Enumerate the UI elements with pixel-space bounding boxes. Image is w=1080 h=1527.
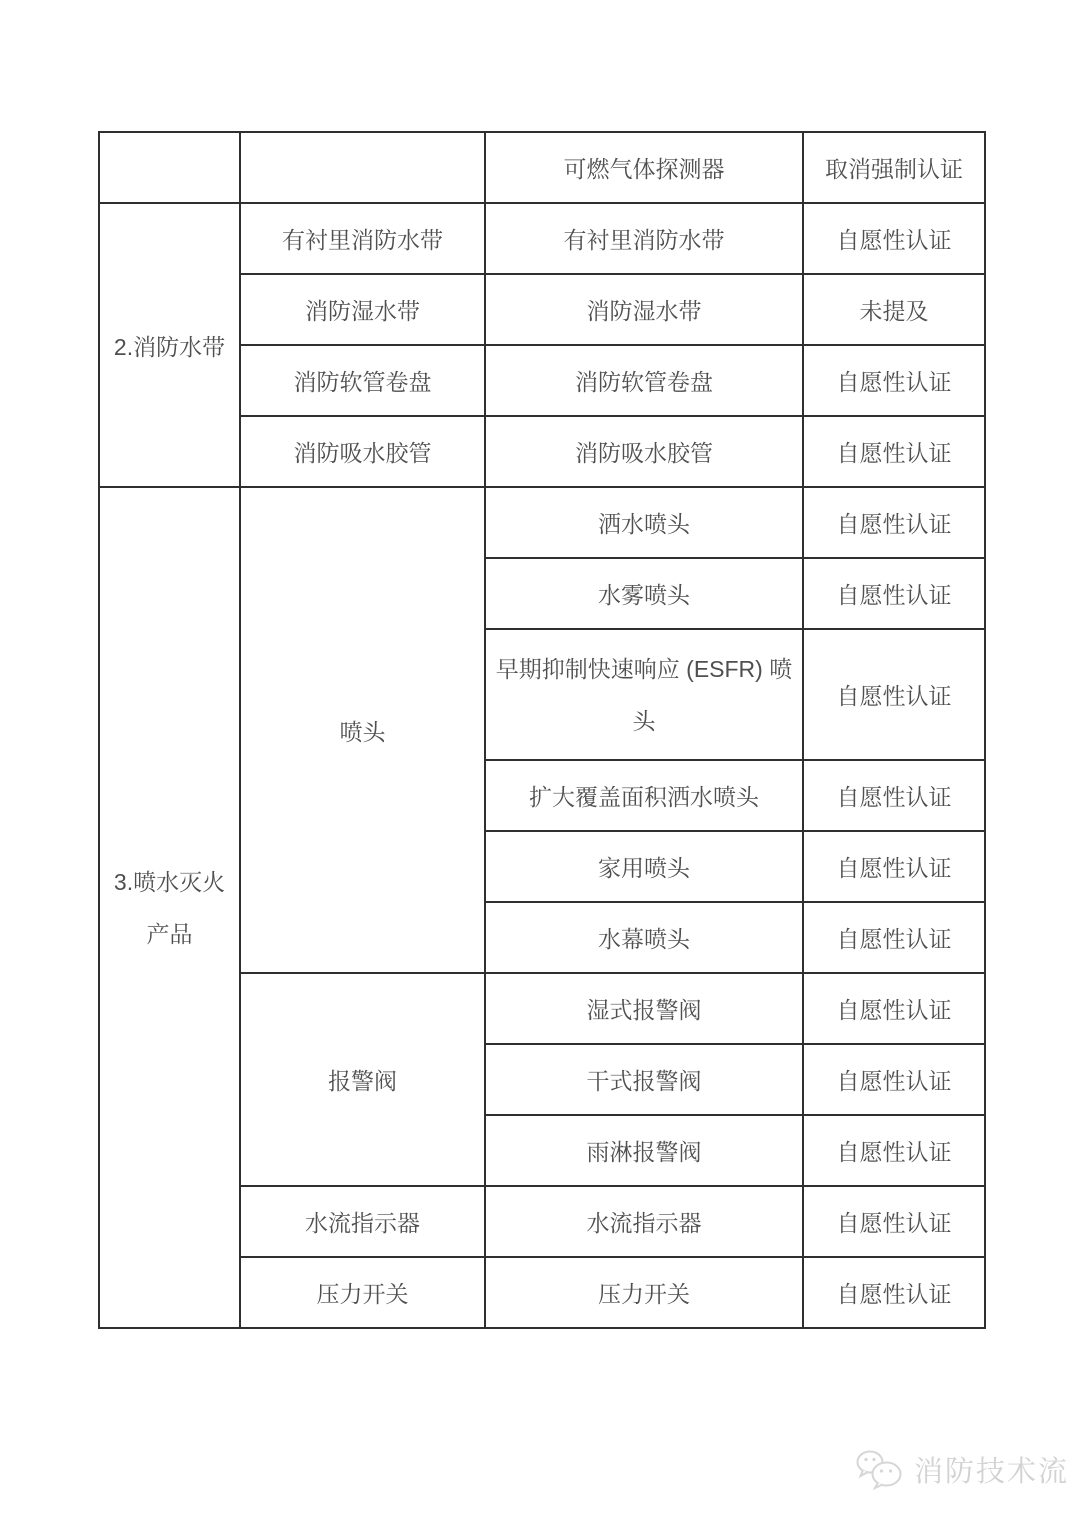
product-cell [485,629,803,760]
product-cell: 雨淋报警阀 [485,1115,803,1186]
table-row [99,203,985,274]
product-cell: 湿式报警阀 [485,973,803,1044]
certification-cell: 自愿性认证 [803,487,985,558]
product-cell: 家用喷头 [485,831,803,902]
product-cell: 水幕喷头 [485,902,803,973]
certification-table [98,131,986,1329]
certification-cell: 自愿性认证 [803,416,985,487]
product-line: 早期抑制快速响应 (ESFR) 喷 [495,655,793,682]
certification-cell: 未提及 [803,274,985,345]
certification-cell: 自愿性认证 [803,203,985,274]
product-line: 头 [632,707,656,734]
subcategory-cell: 消防湿水带 [240,274,485,345]
category-line: 产品 [146,920,193,947]
certification-cell: 自愿性认证 [803,760,985,831]
certification-cell: 自愿性认证 [803,629,985,760]
product-cell: 水雾喷头 [485,558,803,629]
category-cell: 2.消防水带 [99,203,240,487]
subcategory-cell: 有衬里消防水带 [240,203,485,274]
subcategory-cell: 消防软管卷盘 [240,345,485,416]
subcategory-cell-empty [240,132,485,203]
product-cell: 压力开关 [485,1257,803,1328]
certification-cell: 自愿性认证 [803,1115,985,1186]
table-row [99,487,985,558]
product-cell: 消防软管卷盘 [485,345,803,416]
product-cell: 洒水喷头 [485,487,803,558]
certification-cell: 自愿性认证 [803,973,985,1044]
wechat-icon [855,1448,905,1490]
product-cell: 水流指示器 [485,1186,803,1257]
category-line: 3.喷水灭火 [113,868,226,895]
subcategory-cell: 消防吸水胶管 [240,416,485,487]
product-cell: 可燃气体探测器 [485,132,803,203]
table-row [99,132,985,203]
watermark-label: 消防技术流 [914,1455,1070,1488]
category-cell [99,487,240,1328]
subcategory-cell: 报警阀 [240,973,485,1186]
certification-cell: 自愿性认证 [803,1044,985,1115]
product-cell: 干式报警阀 [485,1044,803,1115]
certification-cell: 自愿性认证 [803,558,985,629]
subcategory-cell: 压力开关 [240,1257,485,1328]
product-cell: 扩大覆盖面积洒水喷头 [485,760,803,831]
certification-cell: 自愿性认证 [803,1257,985,1328]
subcategory-cell: 水流指示器 [240,1186,485,1257]
product-cell: 消防吸水胶管 [485,416,803,487]
certification-cell: 取消强制认证 [803,132,985,203]
certification-cell: 自愿性认证 [803,345,985,416]
subcategory-cell: 喷头 [240,487,485,973]
certification-cell: 自愿性认证 [803,831,985,902]
product-cell: 消防湿水带 [485,274,803,345]
watermark [855,1448,1069,1490]
certification-cell: 自愿性认证 [803,1186,985,1257]
category-cell-empty [99,132,240,203]
product-cell: 有衬里消防水带 [485,203,803,274]
certification-cell: 自愿性认证 [803,902,985,973]
